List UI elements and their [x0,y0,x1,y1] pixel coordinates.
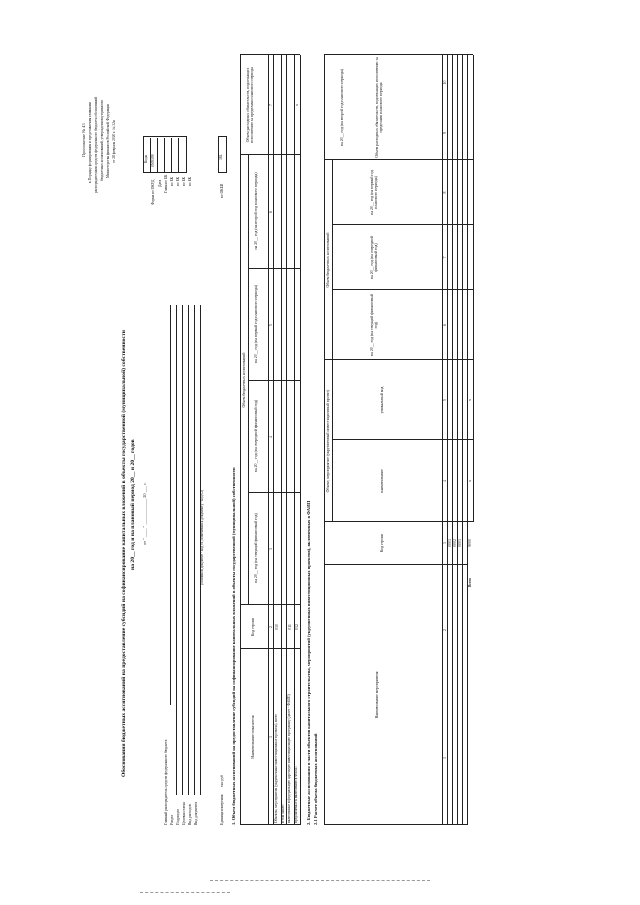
s2-total-x-mark: х [468,480,472,482]
s2-col-obj-name: наименование [380,469,384,493]
s1-num: 6 [269,211,273,213]
s1-num: 1 [269,736,273,738]
s1-num: 5 [269,324,273,326]
cs-code-label: по БК [182,176,186,186]
header-line-4: Министерства финансов Российской Федерации [106,103,110,178]
s2-col-y3: на 20__ год (на первый год планового периода) [370,170,379,215]
s1-col-group: Объем бюджетных ассигнований [242,352,246,408]
cs-label: Целевая статья [182,802,186,825]
s1-num: 2 [269,626,273,628]
s1-num: 4 [269,436,273,438]
s2-num: 8 [443,191,447,194]
vr-label: Вид расходов [188,804,192,825]
s2-num: 1 [443,757,447,759]
scan-artifact [210,880,430,881]
s1-row-code: 011 [288,624,292,630]
razdel-code-label: по БК [170,176,174,186]
s1-x-mark: х [295,104,299,106]
s1-num: 7 [269,104,273,106]
appendix-number: Приложение № 43 [81,123,86,157]
doc-type-label: Вид документа [194,801,198,825]
okei-value: 384 [219,154,223,160]
s2-total-x-mark: х [468,399,472,401]
s1-col-y1: на 20__ год (на текущий финансовый год) [254,513,258,583]
table-row: в том числе: [281,804,285,823]
s2-row-code: 0002 [453,539,457,547]
table-row: включенные в федеральную адресную инвестиционную программу (далее - ФАИП) [287,694,291,823]
s2-row-code: 0001 [448,539,452,547]
s2-row-code: 0003 [458,539,462,547]
podrazdel-label: Подраздел [176,808,180,825]
s2-col-y1: на 20__ год (на текущий финансовый год) [370,294,379,356]
section1-title: 1. Объем бюджетных ассигнований на предоставление субсидий на софинансирование капитальных вложений в объекты государственной (муниципальной) собственности [231,467,236,825]
s2-num: 7 [443,256,447,259]
grbs-label: Главный распорядитель средств федерального бюджета [164,739,168,825]
s2-num: 10 [443,80,447,85]
okud-label: Форма по ОКУД [151,179,155,205]
s2-col-obj: Объект, мероприятие (укрупненный инвестиционный проект) [326,389,330,493]
s2-num: 9 [443,132,447,134]
s2-total-label: Всего [468,578,472,587]
s1-row-code: 012 [295,624,299,630]
table-row: предлагаемые к включению в ФАИП [294,766,298,823]
s2-col-y4: на 20__ год (на второй год планового периода) [340,68,344,147]
glava-label: Глава по БК [164,174,168,193]
s2-num: 2 [443,629,447,631]
form-title: Обоснования бюджетных ассигнований на предоставление субсидий на софинансирование капитальных вложений в объекты государственной (муниципальной) собственности [121,330,127,777]
s2-col-code: Код строки [380,533,384,553]
okud-value: 0505199 [151,154,155,167]
header-line-3: бюджетных ассигнований, утвержденному приказом [100,100,104,181]
header-line-2: распорядителями средств федерального бюджета обоснований [94,96,98,193]
s2-num: 3 [443,542,447,544]
table-row: Объекты, мероприятия (укрупненные инвестиционные проекты), всего [274,713,278,823]
form-date: от " ____ " ____________ 20 ___ г. [142,482,147,545]
header-line-1: к Порядку формирования и представления главными [88,101,92,183]
s2-col-y2: на 20__ год (на очередной финансовый год) [370,235,379,280]
unit-value: тыс руб [220,775,224,787]
s2-col-extra: Объем расходных обязательств, подлежащих исполнению за пределами планового периода [375,57,384,158]
s2-col-name: Наименование мероприятия [375,671,379,719]
codes-header: Коды [144,154,148,163]
s2-num: 6 [443,324,447,326]
s1-col-code: Код строки [251,617,255,637]
s1-col-y3: на 20__ год (на первый год планового периода) [254,284,258,364]
s1-col-y2: на 20__ год (на очередной финансовый год) [254,399,258,473]
okei-label: по ОКЕИ [220,183,224,198]
s1-col-extra: Объем расходных обязательств, подлежащих исполнению за пределами планового периода [246,67,255,143]
s1-col-name: Наименование показателя [251,715,255,759]
s2-num: 5 [443,399,447,401]
s1-row-code: 010 [275,624,279,630]
header-line-5: от 28 февраля 2020 г. № 32н [112,120,116,163]
doc-type-hint: (основной документ - код 01; изменения к документу - код 02) [200,489,204,585]
s2-col-obj-code: уникальный код [380,386,384,414]
date-label: Дата [158,179,162,187]
s2-total-code: 9000 [468,539,472,547]
podrazdel-code-label: по БК [176,176,180,186]
unit-label: Единица измерения: [220,793,224,825]
section2-title: 2. Бюджетные ассигнования в части объектов капитального строительства, мероприятий (укрупненных инвестиционных проектов), включенных в ФАИП [306,500,311,825]
razdel-label: Раздел [170,814,174,825]
s2-col-group: Объем бюджетных ассигнований [326,232,330,288]
vr-code-label: по БК [188,176,192,186]
s1-num: 3 [269,548,273,550]
scan-artifact [140,892,230,893]
form-subtitle: на 20__ год и на плановый период 20__ и 20__ годов [130,439,136,570]
s2-num: 4 [443,480,447,482]
section2-subtitle: 2.1 Расчет объема бюджетных ассигнований [313,733,318,825]
s1-col-y4: на 20__ год (на второй год планового периода) [254,172,258,250]
